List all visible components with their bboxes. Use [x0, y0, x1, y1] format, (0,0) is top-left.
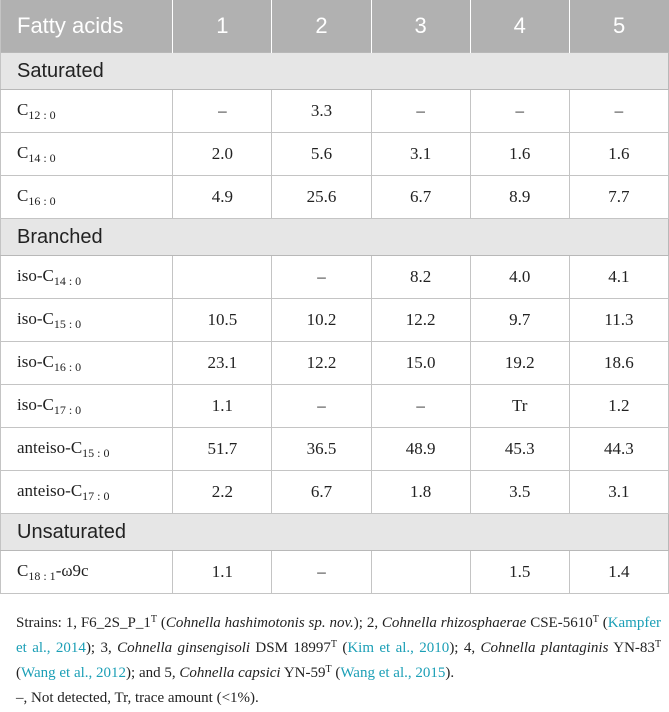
value-cell-strain-4: Tr — [470, 385, 569, 428]
value-cell-strain-4: – — [470, 90, 569, 133]
value-cell-strain-2: 3.3 — [272, 90, 371, 133]
table-footnote: Strains: 1, $F6\_2S\_P\_1^T$ (Cohnella hashimotonis sp. nov.); 2, Cohnella rhizosphaerae CSE-$5610^T$ (Kampfer et al., 2014); 3, Cohnella ginsengisoli DSM $18997^T$ (Kim et al., 2010); 4, Cohnella plantaginis $YN-83^T$ (Wang et al., 2012); and 5, Cohnella capsici $YN-59^T$ (Wang et al., 2015). –, Not detected, Tr, trace amount (<1%). — [16, 614, 662, 706]
fatty-acid-name: $C_{18 : 1}-\omega 9c$ — [1, 551, 173, 594]
table-row — [1, 471, 669, 514]
value-cell-strain-2: 5.6 — [272, 133, 371, 176]
citation-link-wang-2012[interactable]: Wang et al., 2012 — [21, 665, 127, 681]
header-strain-4: 4 — [470, 0, 569, 53]
fatty-acid-name: $C_{16 : 0}$ — [1, 176, 173, 219]
strain-5-species: Cohnella capsici — [179, 665, 281, 681]
value-cell-strain-3: – — [371, 385, 470, 428]
value-cell-strain-1 — [173, 256, 272, 299]
table-row — [1, 342, 669, 385]
citation-link-kampfer-2014[interactable]: Kampfer et al., 2014 — [16, 615, 661, 656]
value-cell-strain-2: – — [272, 385, 371, 428]
value-cell-strain-1: 1.1 — [173, 551, 272, 594]
strain-2-species: Cohnella rhizosphaerae — [381, 615, 527, 631]
value-cell-strain-5: 11.3 — [569, 299, 668, 342]
table-row — [1, 385, 669, 428]
value-cell-strain-2: 25.6 — [272, 176, 371, 219]
value-cell-strain-5: 1.6 — [569, 133, 668, 176]
section-row — [1, 53, 669, 90]
citation-link-kim-2010[interactable]: Kim et al., 2010 — [347, 640, 450, 656]
header-strain-1: 1 — [173, 0, 272, 53]
value-cell-strain-3: 15.0 — [371, 342, 470, 385]
fatty-acid-name: $C_{14 : 0}$ — [1, 133, 173, 176]
value-cell-strain-1: 2.0 — [173, 133, 272, 176]
value-cell-strain-1: 1.1 — [173, 385, 272, 428]
value-cell-strain-5: 4.1 — [569, 256, 668, 299]
section-title: Unsaturated — [1, 514, 669, 551]
table-row — [1, 428, 669, 471]
table-row — [1, 90, 669, 133]
value-cell-strain-5: 18.6 — [569, 342, 668, 385]
value-cell-strain-5: 1.2 — [569, 385, 668, 428]
value-cell-strain-4: 1.6 — [470, 133, 569, 176]
table-header — [1, 0, 669, 53]
value-cell-strain-4: 4.0 — [470, 256, 569, 299]
fatty-acid-name: $C_{12 : 0}$ — [1, 90, 173, 133]
value-cell-strain-4: 1.5 — [470, 551, 569, 594]
section-title: Branched — [1, 219, 669, 256]
value-cell-strain-5: – — [569, 90, 668, 133]
value-cell-strain-3: 48.9 — [371, 428, 470, 471]
strain-1-species: Cohnella hashimotonis sp. nov. — [165, 615, 354, 631]
header-strain-3: 3 — [371, 0, 470, 53]
value-cell-strain-3: 1.8 — [371, 471, 470, 514]
value-cell-strain-2: 36.5 — [272, 428, 371, 471]
value-cell-strain-2: – — [272, 256, 371, 299]
header-fatty-acids: Fatty acids — [1, 0, 173, 53]
value-cell-strain-4: 19.2 — [470, 342, 569, 385]
value-cell-strain-5: 7.7 — [569, 176, 668, 219]
footnote-legend: –, Not detected, Tr, trace amount (<1%). — [16, 690, 259, 706]
value-cell-strain-2: 12.2 — [272, 342, 371, 385]
fatty-acid-name: iso-$C_{16 : 0}$ — [1, 342, 173, 385]
section-row — [1, 514, 669, 551]
value-cell-strain-1: 2.2 — [173, 471, 272, 514]
value-cell-strain-5: 1.4 — [569, 551, 668, 594]
fatty-acid-name: iso-$C_{14 : 0}$ — [1, 256, 173, 299]
fatty-acid-name: anteiso-$C_{17 : 0}$ — [1, 471, 173, 514]
value-cell-strain-3: 3.1 — [371, 133, 470, 176]
value-cell-strain-4: 3.5 — [470, 471, 569, 514]
value-cell-strain-2: 6.7 — [272, 471, 371, 514]
header-row — [1, 0, 669, 53]
strain-3-species: Cohnella ginsengisoli — [117, 640, 251, 656]
value-cell-strain-3 — [371, 551, 470, 594]
value-cell-strain-5: 44.3 — [569, 428, 668, 471]
value-cell-strain-2: 10.2 — [272, 299, 371, 342]
value-cell-strain-3: 6.7 — [371, 176, 470, 219]
value-cell-strain-2: – — [272, 551, 371, 594]
table-row — [1, 551, 669, 594]
value-cell-strain-4: 9.7 — [470, 299, 569, 342]
value-cell-strain-1: 4.9 — [173, 176, 272, 219]
value-cell-strain-1: – — [173, 90, 272, 133]
table-row — [1, 256, 669, 299]
table-row — [1, 176, 669, 219]
header-strain-2: 2 — [272, 0, 371, 53]
fatty-acid-name: anteiso-$C_{15 : 0}$ — [1, 428, 173, 471]
header-strain-5: 5 — [569, 0, 668, 53]
value-cell-strain-1: 23.1 — [173, 342, 272, 385]
value-cell-strain-1: 51.7 — [173, 428, 272, 471]
section-row — [1, 219, 669, 256]
strain-4-species: Cohnella plantaginis — [480, 640, 609, 656]
section-title: Saturated — [1, 53, 669, 90]
value-cell-strain-3: – — [371, 90, 470, 133]
strain-1-name: F6_2S_P_1 — [80, 615, 151, 631]
fatty-acid-name: iso-$C_{15 : 0}$ — [1, 299, 173, 342]
value-cell-strain-4: 8.9 — [470, 176, 569, 219]
value-cell-strain-5: 3.1 — [569, 471, 668, 514]
table-row — [1, 133, 669, 176]
table-row — [1, 299, 669, 342]
citation-link-wang-2015[interactable]: Wang et al., 2015 — [340, 665, 446, 681]
table-body — [1, 53, 669, 594]
fatty-acid-name: iso-$C_{17 : 0}$ — [1, 385, 173, 428]
value-cell-strain-4: 45.3 — [470, 428, 569, 471]
value-cell-strain-3: 8.2 — [371, 256, 470, 299]
value-cell-strain-3: 12.2 — [371, 299, 470, 342]
value-cell-strain-1: 10.5 — [173, 299, 272, 342]
